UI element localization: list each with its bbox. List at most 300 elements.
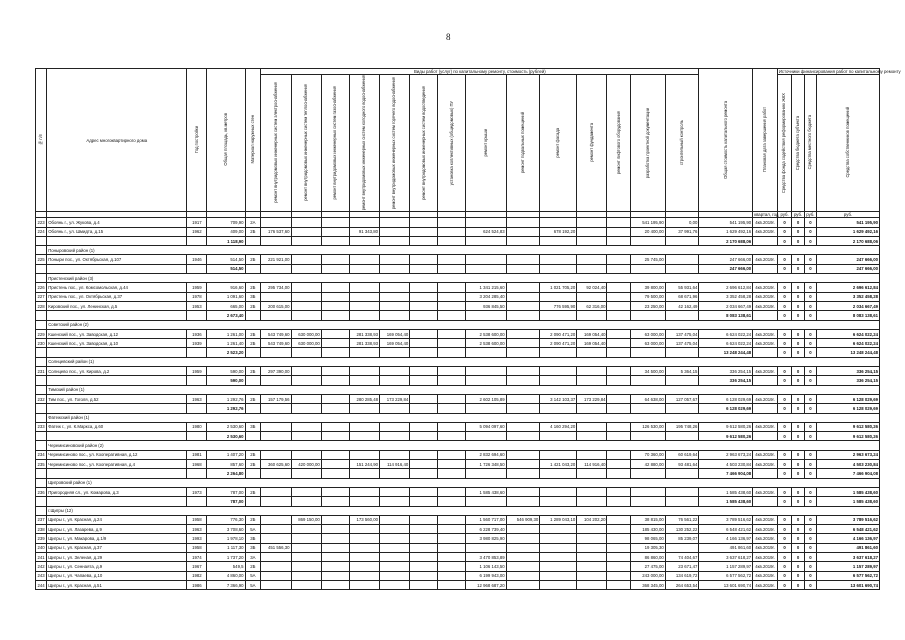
subtotal-blank (36, 497, 47, 506)
subtotal-blank (245, 497, 261, 506)
row-year: 1963 (187, 394, 207, 403)
subtotal-finance: 0 (792, 432, 804, 441)
subtotal-blank (291, 311, 321, 320)
header-work-col: строительный контроль (665, 75, 699, 212)
subtotal-blank (380, 311, 410, 320)
row-work-cost (438, 218, 466, 227)
row-finance: 0 (777, 227, 792, 236)
district-name: Фатежский район (1) (47, 413, 880, 422)
row-work-cost (506, 543, 540, 552)
subtotal-row (36, 432, 880, 441)
row-work-cost: 93 481,64 (665, 460, 699, 469)
subtotal-blank (321, 432, 349, 441)
subtotal-finance: 0 (792, 469, 804, 478)
subtotal-blank (291, 348, 321, 357)
subtotal-blank (577, 497, 607, 506)
subtotal-blank (631, 236, 666, 245)
row-number: 238 (36, 525, 47, 534)
row-work-cost (410, 543, 438, 552)
subtotal-blank (506, 236, 540, 245)
subtotal-blank (631, 348, 666, 357)
subtotal-blank (187, 497, 207, 506)
row-work-cost (506, 283, 540, 292)
row-work-cost (607, 227, 631, 236)
row-finance: 0 (792, 580, 804, 589)
subtotal-blank (380, 376, 410, 385)
subtotal-blank (187, 348, 207, 357)
subtotal-blank (410, 432, 438, 441)
subtotal-finance: 0 (777, 236, 792, 245)
row-area: 1 261,00 (207, 329, 245, 338)
table-row (36, 562, 880, 571)
subtotal-blank (321, 348, 349, 357)
row-work-cost (438, 552, 466, 561)
district-blank (36, 320, 47, 329)
subtotal-blank (438, 264, 466, 273)
row-number: 237 (36, 515, 47, 524)
row-address: Обоянь г., ул. Жукова, д.4 (47, 218, 187, 227)
row-work-cost: 936 845,50 (466, 301, 506, 310)
row-work-cost (349, 292, 379, 301)
row-material: 2Б (245, 515, 261, 524)
subtotal-blank (506, 469, 540, 478)
subtotal-blank (47, 311, 187, 320)
row-work-cost (506, 292, 540, 301)
subtotal-blank (47, 469, 187, 478)
subtotal-blank (245, 404, 261, 413)
row-address: Кировский пос., ул. Ленинская, д.5 (47, 301, 187, 310)
row-work-cost (438, 283, 466, 292)
row-number: 234 (36, 450, 47, 459)
subtotal-blank (47, 264, 187, 273)
row-work-cost (291, 292, 321, 301)
header-work-col: ремонт фасада (540, 75, 577, 212)
subtotal-blank (607, 404, 631, 413)
subtotal-finance: 0 (792, 348, 804, 357)
row-total: 491 861,60 (699, 543, 753, 552)
row-work-cost (321, 329, 349, 338)
row-number: 235 (36, 460, 47, 469)
row-total: 6 128 029,69 (699, 394, 753, 403)
row-date: 4кв.2019г. (753, 218, 778, 227)
row-work-cost (506, 487, 540, 496)
row-work-cost (410, 487, 438, 496)
subtotal-finance: 336 254,15 (817, 376, 880, 385)
row-work-cost (506, 571, 540, 580)
subtotal-area: 2 530,60 (207, 432, 245, 441)
row-date: 4кв.2019г. (753, 534, 778, 543)
subtotal-blank (321, 264, 349, 273)
row-finance: 0 (792, 422, 804, 431)
row-address: Пристень пос., ул. Комсомольская, д.44 (47, 283, 187, 292)
subtotal-blank (577, 469, 607, 478)
subtotal-blank (321, 376, 349, 385)
district-name: Щигровский район (1) (47, 478, 880, 487)
row-finance: 0 (792, 515, 804, 524)
row-work-cost: 86 860,00 (631, 552, 666, 561)
subtotal-blank (607, 497, 631, 506)
row-work-cost: 630 000,00 (291, 339, 321, 348)
table-row (36, 525, 880, 534)
subtotal-blank (187, 376, 207, 385)
subtotal-blank (631, 469, 666, 478)
row-work-cost (349, 534, 379, 543)
row-work-cost (506, 422, 540, 431)
row-finance: 0 (804, 515, 816, 524)
header-finance-col: Средства собственников помещений (817, 75, 880, 212)
row-work-cost (321, 525, 349, 534)
row-finance: 0 (792, 394, 804, 403)
subtotal-blank (380, 404, 410, 413)
row-work-cost: 64 638,00 (631, 394, 666, 403)
table-row (36, 515, 880, 524)
unit-quarter: квартал, год (754, 212, 779, 218)
header-finance-col: Средства фонда содействия реформированию ЖКХ (777, 75, 792, 212)
row-material: 3Б (245, 534, 261, 543)
subtotal-blank (261, 348, 291, 357)
row-work-cost (577, 562, 607, 571)
row-finance: 6 577 562,72 (817, 571, 880, 580)
row-work-cost (577, 255, 607, 264)
table-row (36, 552, 880, 561)
row-finance: 0 (804, 571, 816, 580)
row-finance: 0 (792, 283, 804, 292)
row-work-cost (577, 450, 607, 459)
row-work-cost (410, 460, 438, 469)
district-blank (36, 413, 47, 422)
row-date: 4кв.2019г. (753, 329, 778, 338)
header-work-col: установка коллективных (общедомовых) ПУ (438, 75, 466, 212)
subtotal-blank (753, 469, 778, 478)
row-work-cost (410, 227, 438, 236)
subtotal-finance: 0 (792, 376, 804, 385)
row-work-cost: 42 162,49 (665, 301, 699, 310)
row-work-cost (410, 367, 438, 376)
row-work-cost (349, 218, 379, 227)
subtotal-blank (380, 497, 410, 506)
subtotal-blank (466, 469, 506, 478)
row-number: 231 (36, 367, 47, 376)
row-date: 4кв.2019г. (753, 552, 778, 561)
row-work-cost (607, 329, 631, 338)
subtotal-area: 2 264,80 (207, 469, 245, 478)
row-work-cost (607, 218, 631, 227)
subtotal-blank (753, 404, 778, 413)
row-work-cost (349, 283, 379, 292)
subtotal-total: 1 585 438,60 (699, 497, 753, 506)
subtotal-finance: 0 (804, 432, 816, 441)
row-finance: 0 (777, 394, 792, 403)
row-work-cost: 79 500,00 (631, 292, 666, 301)
row-work-cost (349, 571, 379, 580)
subtotal-finance: 0 (792, 497, 804, 506)
row-work-cost: 98 065,00 (631, 534, 666, 543)
row-finance: 0 (777, 450, 792, 459)
row-work-cost (410, 292, 438, 301)
row-finance: 0 (792, 534, 804, 543)
row-work-cost: 451 556,30 (261, 543, 291, 552)
row-finance: 0 (792, 552, 804, 561)
unit-rub-4: руб. (817, 212, 880, 218)
table-row (36, 571, 880, 580)
subtotal-row (36, 376, 880, 385)
subtotal-blank (291, 469, 321, 478)
row-material: 2Б (245, 460, 261, 469)
row-address: Щигры г., ул. Красная, д.24 (47, 515, 187, 524)
row-total: 6 548 421,62 (699, 525, 753, 534)
row-work-cost: 1 585 438,60 (466, 487, 506, 496)
row-work-cost (540, 292, 577, 301)
header-work-col: ремонт внутридомовых инженерных систем горячего водоснабжения (380, 75, 410, 212)
row-work-cost: 295 734,00 (261, 283, 291, 292)
subtotal-blank (291, 432, 321, 441)
header-works-group: Виды работ (услуг) по капитальному ремонту, стоимость (рублей) (261, 69, 699, 75)
header-finance-col: Средства бюджета субъекта (792, 75, 804, 212)
header-work-col: ремонт внутридомовых инженерных систем холодного водоснабжения (349, 75, 379, 212)
row-year: 1959 (187, 367, 207, 376)
row-finance: 0 (792, 460, 804, 469)
subtotal-blank (410, 264, 438, 273)
subtotal-blank (291, 376, 321, 385)
header-work-col: разработка проектной документации (631, 75, 666, 212)
subtotal-blank (466, 311, 506, 320)
subtotal-blank (321, 236, 349, 245)
subtotal-blank (410, 497, 438, 506)
row-area: 1 737,20 (207, 552, 245, 561)
row-work-cost: 157 179,56 (261, 394, 291, 403)
subtotal-blank (665, 432, 699, 441)
subtotal-blank (349, 376, 379, 385)
subtotal-blank (540, 264, 577, 273)
subtotal-blank (607, 376, 631, 385)
row-number: 224 (36, 227, 47, 236)
subtotal-blank (438, 404, 466, 413)
row-work-cost: 70 360,00 (631, 450, 666, 459)
table-row (36, 339, 880, 348)
row-year: 1936 (187, 329, 207, 338)
row-work-cost (607, 255, 631, 264)
row-work-cost: 126 530,00 (631, 422, 666, 431)
row-work-cost (349, 562, 379, 571)
subtotal-blank (187, 469, 207, 478)
row-area: 665,00 (207, 301, 245, 310)
row-work-cost (410, 552, 438, 561)
subtotal-blank (540, 469, 577, 478)
header-area: Общая площадь, кв.метров (207, 69, 245, 212)
row-work-cost (438, 394, 466, 403)
row-total: 247 666,00 (699, 255, 753, 264)
subtotal-blank (753, 432, 778, 441)
row-work-cost: 76 561,22 (665, 515, 699, 524)
row-work-cost (321, 487, 349, 496)
row-material: 2Б (245, 227, 261, 236)
row-work-cost: 37 991,76 (665, 227, 699, 236)
row-total: 6 624 022,24 (699, 329, 753, 338)
subtotal-blank (187, 404, 207, 413)
subtotal-row (36, 404, 880, 413)
subtotal-finance: 13 248 244,48 (817, 348, 880, 357)
district-blank (36, 441, 47, 450)
subtotal-blank (410, 348, 438, 357)
row-work-cost (577, 367, 607, 376)
subtotal-blank (577, 376, 607, 385)
subtotal-blank (577, 264, 607, 273)
row-work-cost (665, 487, 699, 496)
row-area: 709,90 (207, 218, 245, 227)
row-area: 549,5 (207, 562, 245, 571)
row-finance: 6 624 022,24 (817, 339, 880, 348)
row-work-cost (607, 301, 631, 310)
subtotal-blank (665, 497, 699, 506)
row-number: 227 (36, 292, 47, 301)
header-work-col: ремонт лифтового оборудования (607, 75, 631, 212)
row-finance: 0 (777, 515, 792, 524)
row-work-cost (607, 460, 631, 469)
subtotal-blank (380, 348, 410, 357)
row-work-cost: 3 470 853,89 (466, 552, 506, 561)
subtotal-area: 787,00 (207, 497, 245, 506)
header-year: Год постройки (187, 69, 207, 212)
row-year: 1953 (187, 301, 207, 310)
row-work-cost: 151 244,90 (349, 460, 379, 469)
row-work-cost: 360 625,60 (261, 460, 291, 469)
row-work-cost (577, 552, 607, 561)
row-work-cost: 541 195,90 (631, 218, 666, 227)
row-work-cost (607, 394, 631, 403)
subtotal-blank (577, 311, 607, 320)
table-header (36, 69, 901, 218)
row-work-cost (607, 367, 631, 376)
subtotal-blank (607, 264, 631, 273)
row-work-cost (291, 255, 321, 264)
row-work-cost: 137 475,04 (665, 329, 699, 338)
row-work-cost: 221 921,00 (261, 255, 291, 264)
district-row (36, 320, 880, 329)
row-material: 5А (245, 580, 261, 589)
row-work-cost (577, 218, 607, 227)
row-finance: 0 (777, 525, 792, 534)
row-work-cost (349, 552, 379, 561)
row-work-cost (665, 255, 699, 264)
row-work-cost (506, 255, 540, 264)
row-finance: 0 (804, 301, 816, 310)
row-work-cost (410, 283, 438, 292)
table-row (36, 460, 880, 469)
row-finance: 0 (804, 525, 816, 534)
row-work-cost (291, 218, 321, 227)
row-total: 3 789 516,62 (699, 515, 753, 524)
row-work-cost: 185 430,00 (631, 525, 666, 534)
row-work-cost (577, 580, 607, 589)
row-work-cost (577, 292, 607, 301)
row-work-cost: 12 968 687,20 (466, 580, 506, 589)
row-work-cost (438, 255, 466, 264)
table-row (36, 218, 880, 227)
row-work-cost (261, 562, 291, 571)
row-area: 4 860,00 (207, 571, 245, 580)
row-finance: 0 (792, 487, 804, 496)
row-work-cost: 3 980 825,90 (466, 534, 506, 543)
subtotal-blank (540, 348, 577, 357)
row-year: 1959 (187, 283, 207, 292)
row-finance: 0 (804, 255, 816, 264)
row-work-cost (380, 543, 410, 552)
row-finance: 0 (777, 367, 792, 376)
row-work-cost: 85 239,07 (665, 534, 699, 543)
subtotal-blank (665, 376, 699, 385)
row-work-cost (506, 552, 540, 561)
row-year: 1967 (187, 562, 207, 571)
row-work-cost (607, 487, 631, 496)
subtotal-blank (753, 497, 778, 506)
subtotal-blank (466, 376, 506, 385)
row-work-cost: 264 653,54 (665, 580, 699, 589)
row-work-cost: 137 475,04 (665, 339, 699, 348)
subtotal-blank (245, 469, 261, 478)
row-date: 4кв.2019г. (753, 283, 778, 292)
row-work-cost: 5 094 097,60 (466, 422, 506, 431)
row-work-cost: 19 305,30 (631, 543, 666, 552)
row-work-cost (506, 301, 540, 310)
row-finance: 0 (777, 534, 792, 543)
row-work-cost (438, 543, 466, 552)
row-finance: 0 (804, 367, 816, 376)
row-work-cost: 169 054,40 (577, 339, 607, 348)
row-work-cost: 39 800,00 (631, 283, 666, 292)
row-work-cost (291, 580, 321, 589)
row-work-cost (410, 255, 438, 264)
subtotal-finance: 0 (777, 404, 792, 413)
subtotal-blank (665, 311, 699, 320)
row-work-cost: 42 880,00 (631, 460, 666, 469)
row-total: 336 254,15 (699, 367, 753, 376)
row-area: 1 261,40 (207, 339, 245, 348)
row-number: 225 (36, 255, 47, 264)
row-total: 2 034 667,49 (699, 301, 753, 310)
subtotal-finance: 9 612 580,26 (817, 432, 880, 441)
row-area: 590,00 (207, 367, 245, 376)
subtotal-blank (36, 404, 47, 413)
subtotal-blank (47, 497, 187, 506)
district-name: Тимский район (1) (47, 385, 880, 394)
subtotal-area: 1 292,76 (207, 404, 245, 413)
row-work-cost (410, 580, 438, 589)
row-address: Пристень пос., ул. Октябрьская, д.37 (47, 292, 187, 301)
subtotal-finance: 0 (777, 497, 792, 506)
row-total: 3 637 618,27 (699, 552, 753, 561)
row-work-cost (410, 301, 438, 310)
row-address: Кшенский пос., ул. Заводская, д.10 (47, 339, 187, 348)
header-work-col: ремонт внутридомовых инженерных систем водоотведения (410, 75, 438, 212)
header-finance-group: Источники финансирования работ по капитальному ремонту (778, 69, 901, 74)
row-work-cost: 74 404,67 (665, 552, 699, 561)
row-area: 1 978,10 (207, 534, 245, 543)
row-work-cost: 25 745,00 (631, 255, 666, 264)
row-work-cost: 281 338,93 (349, 329, 379, 338)
row-number: 242 (36, 562, 47, 571)
row-work-cost (438, 534, 466, 543)
row-work-cost (466, 367, 506, 376)
row-finance: 0 (804, 580, 816, 589)
row-work-cost (380, 255, 410, 264)
subtotal-blank (291, 497, 321, 506)
row-finance: 336 254,15 (817, 367, 880, 376)
row-work-cost (321, 562, 349, 571)
row-work-cost (607, 292, 631, 301)
table-row (36, 580, 880, 589)
row-work-cost (261, 580, 291, 589)
row-address: Щигры г., ул. Чапаева, д.10 (47, 571, 187, 580)
